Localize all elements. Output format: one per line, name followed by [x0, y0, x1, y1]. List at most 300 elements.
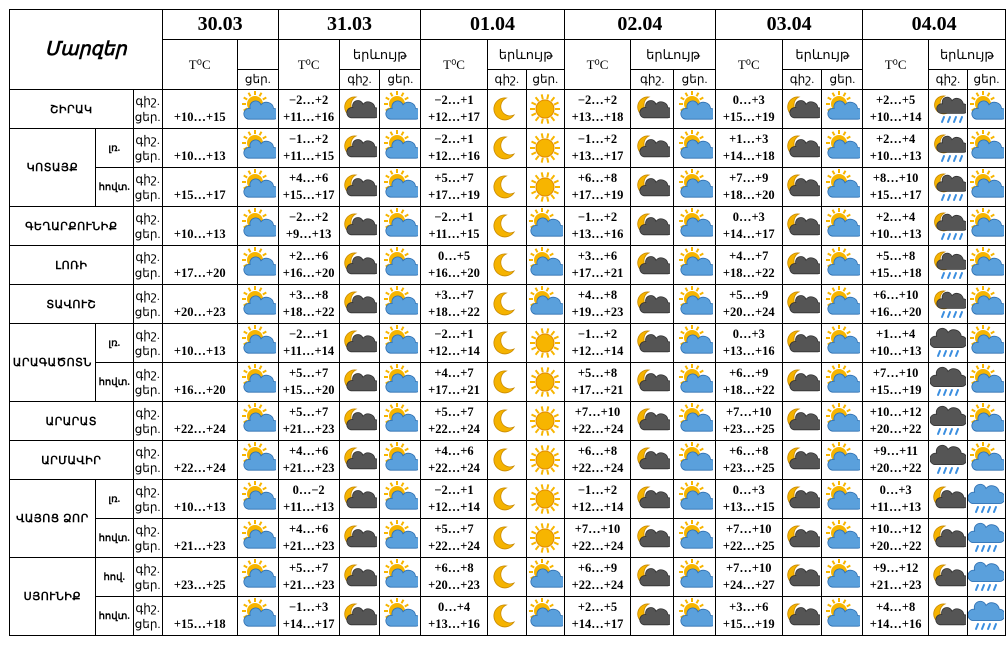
- date-header-5: 04.04: [863, 10, 1006, 40]
- temp-cell: [564, 402, 631, 441]
- night-temp: +8…+10: [872, 171, 919, 185]
- phenomenon-column-header: երևույթ: [487, 40, 564, 70]
- day-temp: +15…+19: [722, 617, 775, 631]
- day-label: ցեր.: [134, 578, 161, 592]
- day-temp: +21…+23: [282, 422, 335, 436]
- moon-dark-cloud-icon: [631, 285, 674, 324]
- temp-cell: [421, 441, 488, 480]
- day-subheader: ցեր.: [526, 70, 564, 90]
- temp-cell: [715, 285, 782, 324]
- temp-cell: [162, 324, 237, 363]
- temp-cell: [564, 480, 631, 519]
- region-name: ՍՅՈՒՆԻՔ: [10, 558, 96, 636]
- sun-cloud-icon: [822, 519, 863, 558]
- table-row: [10, 519, 1006, 558]
- night-temp: +6…+10: [872, 288, 919, 302]
- moon-icon: [487, 558, 526, 597]
- day-temp: +18…+22: [428, 305, 480, 319]
- sun-icon: [526, 90, 564, 129]
- day-temp: +22…+24: [571, 422, 624, 436]
- night-day-labels: [133, 168, 162, 207]
- day-temp: +10…+15: [173, 110, 226, 124]
- day-temp: +20…+23: [173, 305, 226, 319]
- day-temp: +10…+13: [869, 149, 922, 163]
- day-temp: +13…+17: [571, 149, 624, 163]
- night-temp: +2…+4: [876, 132, 916, 146]
- moon-dark-cloud-icon: [782, 480, 822, 519]
- moon-dark-cloud-icon: [782, 558, 822, 597]
- temp-cell: [421, 168, 488, 207]
- region-name: ԿՈՏԱՅՔ: [10, 129, 96, 207]
- sun-cloud-icon: [822, 324, 863, 363]
- day-temp: +11…+13: [870, 500, 922, 514]
- night-temp: 0…+5: [437, 249, 471, 263]
- night-label: գիշ.: [135, 406, 160, 420]
- day-temp: +13…+16: [428, 617, 480, 631]
- moon-dark-cloud-icon: [631, 597, 674, 636]
- moon-dark-cloud-icon: [782, 129, 822, 168]
- temp-cell: [564, 207, 631, 246]
- moon-dark-cloud-icon: [631, 129, 674, 168]
- day-temp: +15…+17: [173, 188, 226, 202]
- temp-cell: [863, 519, 929, 558]
- moon-dark-cloud-icon: [339, 324, 380, 363]
- night-temp: −2…+2: [289, 210, 329, 224]
- sun-cloud-icon: [237, 519, 278, 558]
- temp-cell: [715, 363, 782, 402]
- temp-column-header: T⁰C: [863, 40, 929, 90]
- temp-cell: [278, 129, 339, 168]
- region-name: ՇԻՐԱԿ: [10, 90, 134, 129]
- table-row: [10, 363, 1006, 402]
- moon-dark-cloud-icon: [339, 246, 380, 285]
- moon-icon: [487, 324, 526, 363]
- day-temp: +22…+24: [428, 422, 480, 436]
- cloud-rain-icon: [967, 558, 1005, 597]
- night-subheader: գիշ.: [928, 70, 967, 90]
- sun-cloud-icon: [822, 207, 863, 246]
- subregion-label: հովտ.: [95, 168, 133, 207]
- moon-dark-cloud-icon: [782, 90, 822, 129]
- day-temp: +20…+22: [869, 461, 922, 475]
- temp-cell: [564, 168, 631, 207]
- moon-dark-cloud-icon: [928, 597, 967, 636]
- night-temp: 0…+3: [732, 483, 765, 497]
- day-label: ցեր.: [134, 149, 161, 163]
- day-temp: +10…+13: [173, 149, 226, 163]
- moon-icon: [487, 480, 526, 519]
- day-temp: +10…+13: [173, 500, 226, 514]
- sun-cloud-icon: [237, 480, 278, 519]
- sun-cloud-icon: [237, 363, 278, 402]
- temp-cell: [278, 324, 339, 363]
- subregion-label: լռ.: [95, 480, 133, 519]
- day-subheader: ցեր.: [380, 70, 421, 90]
- day-label: ցեր.: [134, 500, 161, 514]
- day-temp: +11…+14: [283, 344, 335, 358]
- temp-cell: [715, 558, 782, 597]
- temp-cell: [162, 168, 237, 207]
- temp-cell: [564, 285, 631, 324]
- temp-cell: [278, 363, 339, 402]
- day-temp: +15…+19: [722, 110, 775, 124]
- day-temp: +10…+13: [869, 344, 922, 358]
- temp-cell: [715, 519, 782, 558]
- sun-icon: [526, 402, 564, 441]
- sun-cloud-icon: [967, 129, 1005, 168]
- temp-cell: [421, 597, 488, 636]
- sun-cloud-icon: [237, 168, 278, 207]
- day-temp: +20…+22: [869, 422, 922, 436]
- day-temp: +13…+16: [571, 227, 624, 241]
- night-temp: +7…+10: [726, 561, 772, 575]
- table-row: [10, 90, 1006, 129]
- day-temp: +9…+13: [285, 227, 332, 241]
- temp-cell: [278, 246, 339, 285]
- night-day-labels: [133, 324, 162, 363]
- temp-cell: [162, 597, 237, 636]
- table-row: [10, 480, 1006, 519]
- sun-cloud-icon: [380, 597, 421, 636]
- night-temp: +4…+6: [289, 522, 329, 536]
- moon-dark-cloud-icon: [339, 129, 380, 168]
- temp-cell: [278, 480, 339, 519]
- moon-dark-cloud-icon: [631, 480, 674, 519]
- day-temp: +16…+20: [282, 266, 335, 280]
- night-temp: +4…+7: [729, 249, 769, 263]
- temp-cell: [162, 441, 237, 480]
- phenomenon-column-header: երևույթ: [782, 40, 863, 70]
- sun-cloud-icon: [967, 207, 1005, 246]
- night-label: գիշ.: [135, 172, 160, 186]
- moon-dark-cloud-icon: [782, 402, 822, 441]
- day-label: ցեր.: [134, 188, 161, 202]
- sun-cloud-icon: [822, 129, 863, 168]
- temp-cell: [863, 285, 929, 324]
- night-day-labels: [133, 558, 162, 597]
- sun-cloud-icon: [237, 441, 278, 480]
- sun-cloud-icon: [674, 363, 716, 402]
- night-day-labels: [133, 402, 162, 441]
- night-temp: +4…+8: [876, 600, 916, 614]
- moon-dark-cloud-icon: [631, 207, 674, 246]
- day-temp: +22…+24: [428, 539, 480, 553]
- temp-cell: [863, 402, 929, 441]
- moon-dark-cloud-icon: [782, 597, 822, 636]
- sun-cloud-icon: [674, 129, 716, 168]
- day-temp: +18…+22: [722, 383, 775, 397]
- day-temp: +14…+17: [722, 227, 775, 241]
- temp-cell: [278, 168, 339, 207]
- temp-cell: [564, 558, 631, 597]
- night-temp: −2…+1: [289, 327, 329, 341]
- temp-cell: [863, 168, 929, 207]
- table-row: [10, 597, 1006, 636]
- forecast-page: [9, 9, 1006, 636]
- day-subheader: ցեր.: [822, 70, 863, 90]
- temp-column-header: T⁰C: [421, 40, 488, 90]
- sun-cloud-icon: [822, 441, 863, 480]
- subregion-label: հովտ.: [95, 363, 133, 402]
- temp-cell: [715, 246, 782, 285]
- cloud-rain-icon: [967, 519, 1005, 558]
- night-day-labels: [133, 363, 162, 402]
- sun-cloud-icon: [237, 324, 278, 363]
- phenomenon-column-header: երևույթ: [339, 40, 421, 70]
- phenomenon-column-header: երևույթ: [928, 40, 1005, 70]
- cloud-rain-icon: [967, 480, 1005, 519]
- night-temp: +4…+6: [434, 444, 474, 458]
- temp-cell: [162, 207, 237, 246]
- day-temp: +20…+23: [428, 578, 480, 592]
- sun-cloud-icon: [967, 441, 1005, 480]
- region-name: ԱՐՄԱՎԻՐ: [10, 441, 134, 480]
- night-temp: +4…+8: [577, 288, 618, 302]
- moon-dark-cloud-icon: [928, 519, 967, 558]
- subregion-label: լռ.: [95, 324, 133, 363]
- day-temp: +17…+20: [173, 266, 226, 280]
- day-temp: +23…+25: [722, 422, 775, 436]
- date-header-4: 03.04: [715, 10, 862, 40]
- moon-dark-cloud-icon: [631, 558, 674, 597]
- day-label: ցեր.: [134, 383, 161, 397]
- day-label: ցեր.: [134, 461, 161, 475]
- region-name: ՏԱՎՈՒՇ: [10, 285, 134, 324]
- temp-cell: [564, 324, 631, 363]
- day-temp: +22…+25: [722, 539, 775, 553]
- day-label: ցեր.: [134, 422, 161, 436]
- sun-icon: [526, 129, 564, 168]
- sun-cloud-icon: [674, 519, 716, 558]
- sun-cloud-icon: [237, 246, 278, 285]
- night-temp: +4…+6: [289, 444, 329, 458]
- day-temp: +15…+17: [282, 188, 335, 202]
- night-temp: −1…+2: [577, 483, 618, 497]
- table-row: [10, 402, 1006, 441]
- night-temp: +5…+9: [729, 288, 769, 302]
- night-temp: +6…+8: [577, 171, 618, 185]
- temp-cell: [564, 129, 631, 168]
- night-label: գիշ.: [135, 523, 160, 537]
- sun-cloud-icon: [674, 168, 716, 207]
- sun-cloud-icon: [967, 402, 1005, 441]
- night-day-labels: [133, 246, 162, 285]
- table-row: [10, 168, 1006, 207]
- moon-rain-icon: [928, 129, 967, 168]
- day-temp: +15…+18: [173, 617, 226, 631]
- day-label: ցեր.: [134, 110, 161, 124]
- night-temp: +5…+7: [289, 405, 329, 419]
- moon-dark-cloud-icon: [339, 441, 380, 480]
- night-temp: +7…+10: [574, 522, 621, 536]
- sun-cloud-icon: [237, 207, 278, 246]
- day-temp: +22…+24: [571, 578, 624, 592]
- sun-cloud-icon: [674, 480, 716, 519]
- temp-cell: [421, 519, 488, 558]
- sun-cloud-icon: [380, 168, 421, 207]
- sun-icon: [526, 324, 564, 363]
- night-temp: +5…+7: [289, 561, 329, 575]
- night-label: գիշ.: [135, 445, 160, 459]
- night-temp: −1…+3: [289, 600, 329, 614]
- sun-cloud-icon: [967, 246, 1005, 285]
- moon-dark-cloud-icon: [339, 168, 380, 207]
- night-temp: +6…+9: [729, 366, 769, 380]
- moon-icon: [487, 90, 526, 129]
- temp-cell: [863, 363, 929, 402]
- subregion-label: հովտ.: [95, 519, 133, 558]
- sun-cloud-icon: [822, 363, 863, 402]
- night-temp: +5…+8: [577, 366, 618, 380]
- temp-cell: [421, 246, 488, 285]
- moon-dark-cloud-icon: [339, 285, 380, 324]
- sun-cloud-icon: [674, 207, 716, 246]
- sun-cloud-icon: [380, 90, 421, 129]
- day-temp: +15…+17: [869, 188, 922, 202]
- sun-cloud-icon: [380, 441, 421, 480]
- day-temp: +14…+17: [282, 617, 335, 631]
- sun-icon: [526, 480, 564, 519]
- sun-cloud-icon: [380, 285, 421, 324]
- night-temp: +3…+8: [289, 288, 329, 302]
- sun-cloud-icon: [674, 324, 716, 363]
- sun-icon: [526, 168, 564, 207]
- day-temp: +10…+13: [173, 344, 226, 358]
- day-temp: +10…+13: [173, 227, 226, 241]
- day-temp: +10…+14: [869, 110, 922, 124]
- temp-column-header: T⁰C: [162, 40, 237, 90]
- temp-cell: [863, 129, 929, 168]
- table-row: [10, 285, 1006, 324]
- moon-rain-icon: [928, 207, 967, 246]
- moon-icon: [487, 168, 526, 207]
- night-temp: +6…+8: [577, 444, 618, 458]
- temp-cell: [863, 480, 929, 519]
- moon-rain-icon: [928, 246, 967, 285]
- day-label: ցեր.: [134, 305, 161, 319]
- temp-cell: [162, 363, 237, 402]
- temp-cell: [162, 480, 237, 519]
- night-temp: +5…+7: [434, 405, 474, 419]
- night-temp: +5…+8: [876, 249, 916, 263]
- night-temp: 0…−2: [292, 483, 325, 497]
- night-temp: +5…+7: [289, 366, 329, 380]
- temp-cell: [863, 246, 929, 285]
- day-temp: +13…+16: [722, 344, 775, 358]
- dark-cloud-rain-icon: [928, 441, 967, 480]
- day-temp: +18…+22: [722, 266, 775, 280]
- sun-cloud-icon: [380, 129, 421, 168]
- day-temp: +11…+13: [283, 500, 335, 514]
- temp-cell: [564, 597, 631, 636]
- day-temp: +22…+24: [571, 539, 624, 553]
- dark-cloud-rain-icon: [928, 324, 967, 363]
- night-temp: +10…+12: [869, 405, 922, 419]
- night-temp: +2…+6: [289, 249, 329, 263]
- moon-dark-cloud-icon: [631, 363, 674, 402]
- day-label: ցեր.: [134, 266, 161, 280]
- table-row: [10, 324, 1006, 363]
- night-temp: 0…+3: [732, 93, 765, 107]
- night-temp: +7…+10: [872, 366, 919, 380]
- sun-cloud-icon: [237, 558, 278, 597]
- sun-cloud-icon: [674, 90, 716, 129]
- moon-dark-cloud-icon: [339, 480, 380, 519]
- temp-cell: [278, 90, 339, 129]
- night-temp: +9…+11: [873, 444, 919, 458]
- sun-cloud-icon: [822, 90, 863, 129]
- day-temp: +12…+17: [428, 110, 480, 124]
- subregion-label: հովտ.: [95, 597, 133, 636]
- day-temp: +11…+15: [283, 149, 335, 163]
- night-day-labels: [133, 480, 162, 519]
- date-header-1: 31.03: [278, 10, 421, 40]
- table-row: [10, 558, 1006, 597]
- temp-cell: [863, 597, 929, 636]
- night-day-labels: [133, 597, 162, 636]
- moon-dark-cloud-icon: [339, 402, 380, 441]
- night-temp: +7…+10: [726, 522, 772, 536]
- sun-cloud-icon: [822, 402, 863, 441]
- night-temp: +4…+6: [289, 171, 329, 185]
- temp-cell: [162, 246, 237, 285]
- night-label: գիշ.: [135, 133, 160, 147]
- sun-cloud-icon: [526, 246, 564, 285]
- temp-cell: [421, 402, 488, 441]
- sun-cloud-icon: [380, 363, 421, 402]
- moon-icon: [487, 246, 526, 285]
- temp-column-header: T⁰C: [715, 40, 782, 90]
- day-temp: +21…+23: [282, 539, 335, 553]
- night-subheader: գիշ.: [782, 70, 822, 90]
- temp-cell: [278, 441, 339, 480]
- temp-cell: [564, 246, 631, 285]
- night-day-labels: [133, 441, 162, 480]
- night-temp: +10…+12: [869, 522, 922, 536]
- day-temp: +21…+23: [282, 461, 335, 475]
- temp-cell: [162, 558, 237, 597]
- night-temp: +2…+4: [876, 210, 916, 224]
- temp-cell: [278, 597, 339, 636]
- temp-cell: [715, 597, 782, 636]
- temp-cell: [421, 324, 488, 363]
- temp-cell: [715, 168, 782, 207]
- sun-cloud-icon: [237, 597, 278, 636]
- day-temp: +22…+24: [173, 461, 226, 475]
- region-name: ԱՐԱՐԱՏ: [10, 402, 134, 441]
- night-temp: −1…+2: [577, 132, 618, 146]
- sun-cloud-icon: [526, 558, 564, 597]
- table-row: [10, 246, 1006, 285]
- day-temp: +12…+14: [428, 500, 480, 514]
- night-subheader: գիշ.: [339, 70, 380, 90]
- table-row: [10, 207, 1006, 246]
- temp-cell: [863, 558, 929, 597]
- night-day-labels: [133, 285, 162, 324]
- temp-cell: [863, 324, 929, 363]
- night-day-labels: [133, 519, 162, 558]
- day-temp: +20…+22: [869, 539, 922, 553]
- temp-cell: [162, 285, 237, 324]
- sun-cloud-icon: [674, 246, 716, 285]
- moon-dark-cloud-icon: [782, 207, 822, 246]
- temp-cell: [421, 129, 488, 168]
- day-label: ցեր.: [134, 539, 161, 553]
- sun-cloud-icon: [674, 597, 716, 636]
- moon-rain-icon: [928, 285, 967, 324]
- temp-cell: [564, 363, 631, 402]
- night-temp: −2…+1: [434, 210, 474, 224]
